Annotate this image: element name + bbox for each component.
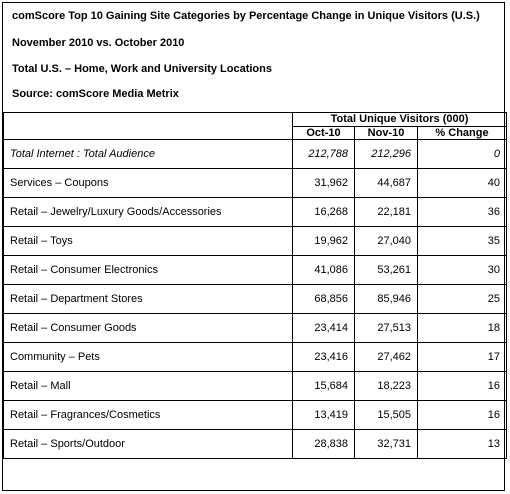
table-row	[4, 227, 507, 256]
source-line: Source: comScore Media Metrix	[12, 88, 179, 100]
nov-value-cell: 27,462	[355, 343, 418, 372]
period-line: November 2010 vs. October 2010	[12, 37, 185, 49]
nov-value-cell: 22,181	[355, 198, 418, 227]
change-value-cell: 16	[418, 372, 507, 401]
category-cell: Services – Coupons	[4, 169, 293, 198]
category-cell: Retail – Mall	[4, 372, 293, 401]
column-header-oct: Oct-10	[293, 126, 355, 140]
change-value-cell: 16	[418, 401, 507, 430]
change-value-cell: 13	[418, 430, 507, 459]
change-value-cell: 40	[418, 169, 507, 198]
nov-value-cell: 27,513	[355, 314, 418, 343]
column-header-change: % Change	[418, 126, 507, 140]
table-row	[4, 372, 507, 401]
oct-value-cell: 15,684	[293, 372, 355, 401]
location-line: Total U.S. – Home, Work and University Locations	[12, 63, 272, 75]
category-cell: Retail – Toys	[4, 227, 293, 256]
oct-value-cell: 23,414	[293, 314, 355, 343]
oct-value-cell: 16,268	[293, 198, 355, 227]
change-value-cell: 35	[418, 227, 507, 256]
category-header-cell	[4, 113, 293, 140]
group-header-row	[4, 113, 507, 127]
category-cell: Retail – Department Stores	[4, 285, 293, 314]
oct-value-cell: 28,838	[293, 430, 355, 459]
title-line: comScore Top 10 Gaining Site Categories by Percentage Change in Unique Visitors (U.S.)	[12, 10, 480, 22]
change-value-cell: 17	[418, 343, 507, 372]
category-cell: Retail – Consumer Goods	[4, 314, 293, 343]
oct-value-cell: 41,086	[293, 256, 355, 285]
category-cell: Retail – Fragrances/Cosmetics	[4, 401, 293, 430]
table-row	[4, 401, 507, 430]
oct-value-cell: 31,962	[293, 169, 355, 198]
category-cell: Community – Pets	[4, 343, 293, 372]
nov-value-cell: 15,505	[355, 401, 418, 430]
category-cell: Total Internet : Total Audience	[4, 140, 293, 169]
oct-value-cell: 68,856	[293, 285, 355, 314]
oct-value-cell: 23,416	[293, 343, 355, 372]
visitors-table	[3, 112, 507, 459]
nov-value-cell: 85,946	[355, 285, 418, 314]
change-value-cell: 0	[418, 140, 507, 169]
table-row	[4, 314, 507, 343]
change-value-cell: 30	[418, 256, 507, 285]
nov-value-cell: 44,687	[355, 169, 418, 198]
change-value-cell: 18	[418, 314, 507, 343]
table-row	[4, 256, 507, 285]
nov-value-cell: 32,731	[355, 430, 418, 459]
category-cell: Retail – Jewelry/Luxury Goods/Accessories	[4, 198, 293, 227]
nov-value-cell: 212,296	[355, 140, 418, 169]
nov-value-cell: 18,223	[355, 372, 418, 401]
table-row	[4, 343, 507, 372]
nov-value-cell: 53,261	[355, 256, 418, 285]
table-row	[4, 285, 507, 314]
table-row	[4, 430, 507, 459]
change-value-cell: 25	[418, 285, 507, 314]
category-cell: Retail – Sports/Outdoor	[4, 430, 293, 459]
category-cell: Retail – Consumer Electronics	[4, 256, 293, 285]
column-header-nov: Nov-10	[355, 126, 418, 140]
oct-value-cell: 19,962	[293, 227, 355, 256]
oct-value-cell: 13,419	[293, 401, 355, 430]
table-row	[4, 198, 507, 227]
change-value-cell: 36	[418, 198, 507, 227]
group-header: Total Unique Visitors (000)	[293, 113, 507, 127]
oct-value-cell: 212,788	[293, 140, 355, 169]
nov-value-cell: 27,040	[355, 227, 418, 256]
table-row	[4, 140, 507, 169]
table-row	[4, 169, 507, 198]
